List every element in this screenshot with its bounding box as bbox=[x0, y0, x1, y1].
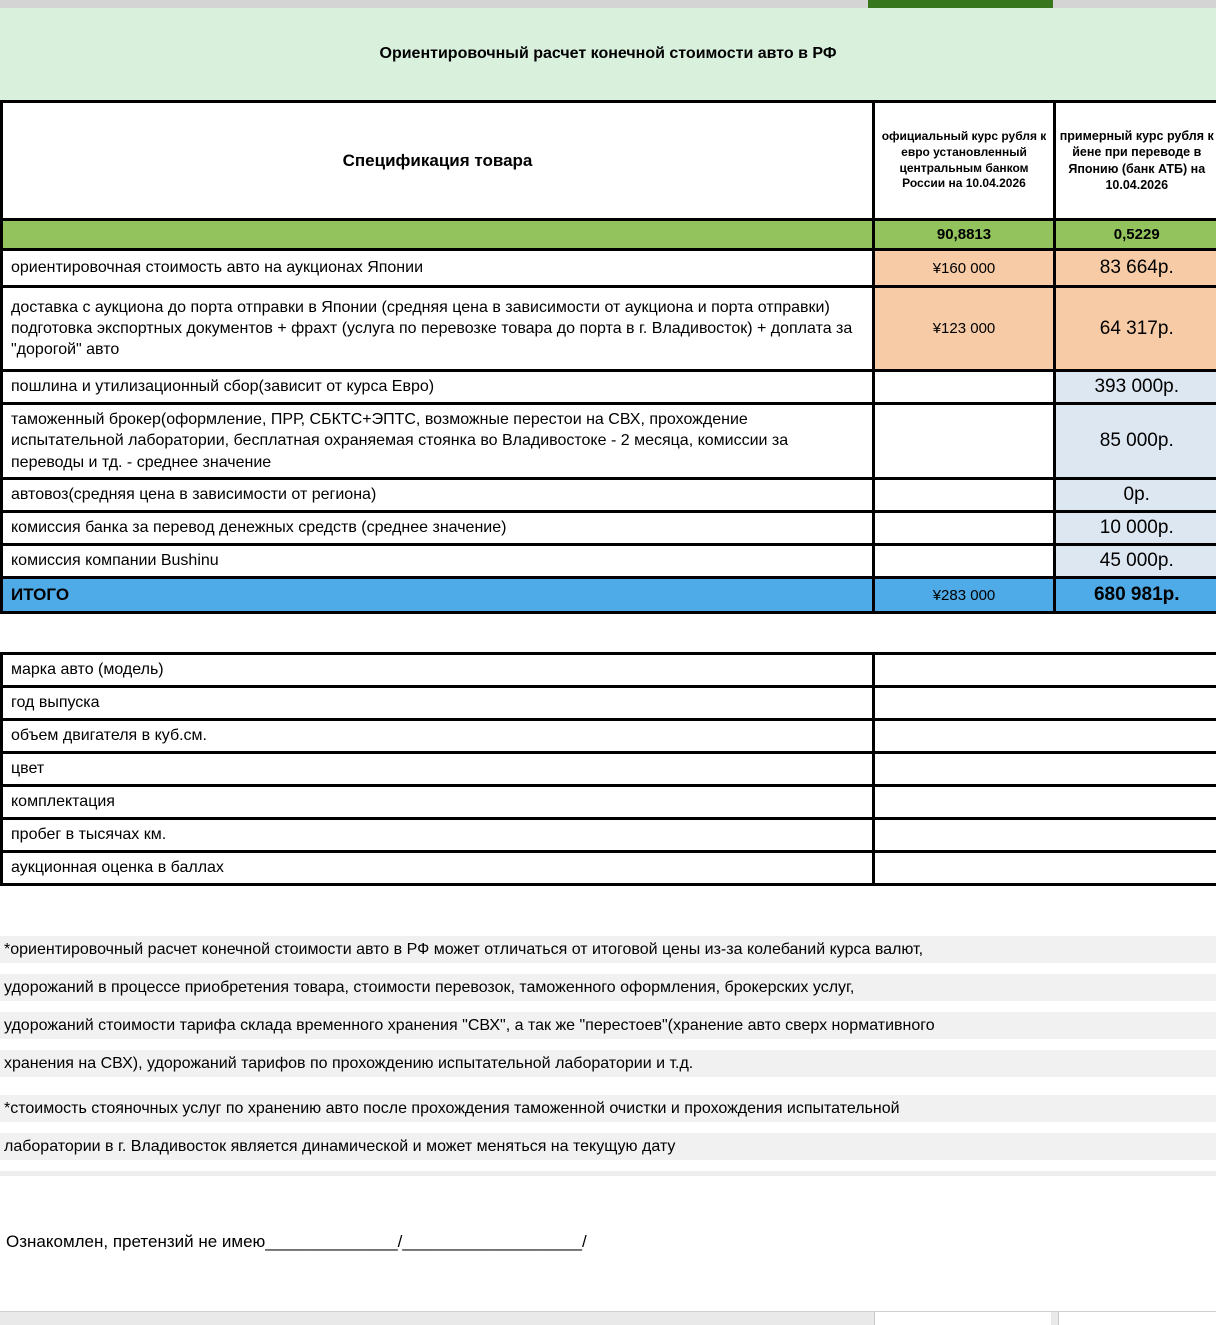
cost-row bbox=[2, 512, 1216, 545]
cost-table-header-row bbox=[2, 102, 1216, 220]
yen-value bbox=[874, 479, 1055, 512]
spacer bbox=[0, 614, 1216, 652]
row-label: пошлина и утилизационный сбор(зависит от курса Евро) bbox=[2, 371, 874, 404]
spec-label: объем двигателя в куб.см. bbox=[2, 720, 874, 753]
spec-value-cell[interactable] bbox=[874, 753, 1216, 786]
jpy-rate-value: 0,5229 bbox=[1055, 220, 1216, 250]
empty-stripe bbox=[0, 1171, 1216, 1176]
footnote-text: *ориентировочный расчет конечной стоимости авто в РФ может отличаться от итоговой цены из-за колебаний курса валют, bbox=[4, 940, 924, 958]
yen-value bbox=[874, 371, 1055, 404]
spec-label: аукционная оценка в баллах bbox=[2, 852, 874, 885]
cost-row bbox=[2, 371, 1216, 404]
footnote-text: хранения на СВХ), удорожаний тарифов по прохождению испытательной лаборатории и т.д. bbox=[4, 1054, 694, 1072]
signature-line: Ознакомлен, претензий не имею______________/___________________/ bbox=[6, 1232, 587, 1251]
jpy-rate-header-cell: примерный курс рубля к йене при переводе в Японию (банк АТБ) на 10.04.2026 bbox=[1055, 102, 1216, 220]
top-green-bar bbox=[868, 0, 1053, 8]
spec-row bbox=[2, 786, 1216, 819]
bottom-band-segment bbox=[1051, 1312, 1058, 1325]
total-yen-value: ¥283 000 bbox=[874, 578, 1055, 613]
spec-value-cell[interactable] bbox=[874, 786, 1216, 819]
footnote-line bbox=[0, 1133, 1216, 1160]
spec-value-cell[interactable] bbox=[874, 819, 1216, 852]
rub-value: 0р. bbox=[1055, 479, 1216, 512]
spec-label: марка авто (модель) bbox=[2, 654, 874, 687]
row-label: комиссия банка за перевод денежных средств (среднее значение) bbox=[2, 512, 874, 545]
row-label: ориентировочная стоимость авто на аукционах Японии bbox=[2, 250, 874, 287]
footnote-text: удорожаний стоимости тарифа склада временного хранения "СВХ", а так же "перестоев"(хранение авто сверх нормативного bbox=[4, 1016, 935, 1034]
bottom-band-segment bbox=[0, 1312, 874, 1325]
yen-value bbox=[874, 512, 1055, 545]
spacer bbox=[0, 886, 1216, 936]
spec-table bbox=[0, 652, 1216, 886]
row-label: комиссия компании Bushinu bbox=[2, 545, 874, 578]
cost-row bbox=[2, 545, 1216, 578]
yen-value bbox=[874, 545, 1055, 578]
total-row bbox=[2, 578, 1216, 613]
spec-label: комплектация bbox=[2, 786, 874, 819]
spec-value-cell[interactable] bbox=[874, 852, 1216, 885]
spec-row bbox=[2, 852, 1216, 885]
spec-row bbox=[2, 687, 1216, 720]
footnote-line bbox=[0, 936, 1216, 963]
spec-row bbox=[2, 819, 1216, 852]
rub-value: 64 317р. bbox=[1055, 287, 1216, 371]
spec-value-cell[interactable] bbox=[874, 720, 1216, 753]
spec-row bbox=[2, 753, 1216, 786]
footnote-line bbox=[0, 974, 1216, 1001]
row-label: автовоз(средняя цена в зависимости от региона) bbox=[2, 479, 874, 512]
bottom-band-cell bbox=[1058, 1312, 1216, 1325]
spec-value-cell[interactable] bbox=[874, 687, 1216, 720]
spec-header-cell: Спецификация товара bbox=[2, 102, 874, 220]
eur-rate-header-cell: официальный курс рубля к евро установленный центральным банком России на 10.04.2026 bbox=[874, 102, 1055, 220]
top-strip bbox=[0, 0, 1216, 8]
rub-value: 83 664р. bbox=[1055, 250, 1216, 287]
yen-value: ¥123 000 bbox=[874, 287, 1055, 371]
footnote-line bbox=[0, 1012, 1216, 1039]
eur-rate-value: 90,8813 bbox=[874, 220, 1055, 250]
spacer bbox=[0, 1088, 1216, 1095]
footnote-text: *стоимость стояночных услуг по хранению авто после прохождения таможенной очистки и прохождения испытательной bbox=[4, 1099, 900, 1117]
footnote-text: лаборатории в г. Владивосток является динамической и может меняться на текущую дату bbox=[4, 1137, 676, 1155]
bottom-band-cell bbox=[874, 1312, 1051, 1325]
rub-value: 393 000р. bbox=[1055, 371, 1216, 404]
yen-value: ¥160 000 bbox=[874, 250, 1055, 287]
spec-label: пробег в тысячах км. bbox=[2, 819, 874, 852]
rates-empty-cell bbox=[2, 220, 874, 250]
footnote-line bbox=[0, 1095, 1216, 1122]
page-title: Ориентировочный расчет конечной стоимости авто в РФ bbox=[379, 45, 837, 62]
row-label: таможенный брокер(оформление, ПРР, СБКТС+ЭПТС, возможные перестои на СВХ, прохождение испытательной лаборатории, бесплатная охраняемая стоянка во Владивостоке - 2 месяца, комиссии за переводы и тд. - среднее значение bbox=[2, 404, 874, 479]
rates-row bbox=[2, 220, 1216, 250]
bottom-band bbox=[0, 1311, 1216, 1325]
rub-value: 45 000р. bbox=[1055, 545, 1216, 578]
cost-row bbox=[2, 287, 1216, 371]
row-label: доставка с аукциона до порта отправки в Японии (средняя цена в зависимости от аукциона и порта отправки) подготовка экспортных документов + фрахт (услуга по перевозке товара до порта в г. Владивосток) + доплата за "дорогой" авто bbox=[2, 287, 874, 371]
spec-value-cell[interactable] bbox=[874, 654, 1216, 687]
footnote-text: удорожаний в процессе приобретения товара, стоимости перевозок, таможенного оформления, брокерских услуг, bbox=[4, 978, 855, 996]
spec-label: год выпуска bbox=[2, 687, 874, 720]
total-label: ИТОГО bbox=[2, 578, 874, 613]
footnote-line bbox=[0, 1050, 1216, 1077]
spec-label: цвет bbox=[2, 753, 874, 786]
spec-row bbox=[2, 654, 1216, 687]
title-band bbox=[0, 8, 1216, 100]
total-rub-value: 680 981р. bbox=[1055, 578, 1216, 613]
cost-row bbox=[2, 404, 1216, 479]
rub-value: 85 000р. bbox=[1055, 404, 1216, 479]
cost-row bbox=[2, 250, 1216, 287]
cost-table bbox=[0, 100, 1216, 614]
yen-value bbox=[874, 404, 1055, 479]
signature-row bbox=[0, 1228, 1216, 1256]
cost-row bbox=[2, 479, 1216, 512]
spec-row bbox=[2, 720, 1216, 753]
rub-value: 10 000р. bbox=[1055, 512, 1216, 545]
